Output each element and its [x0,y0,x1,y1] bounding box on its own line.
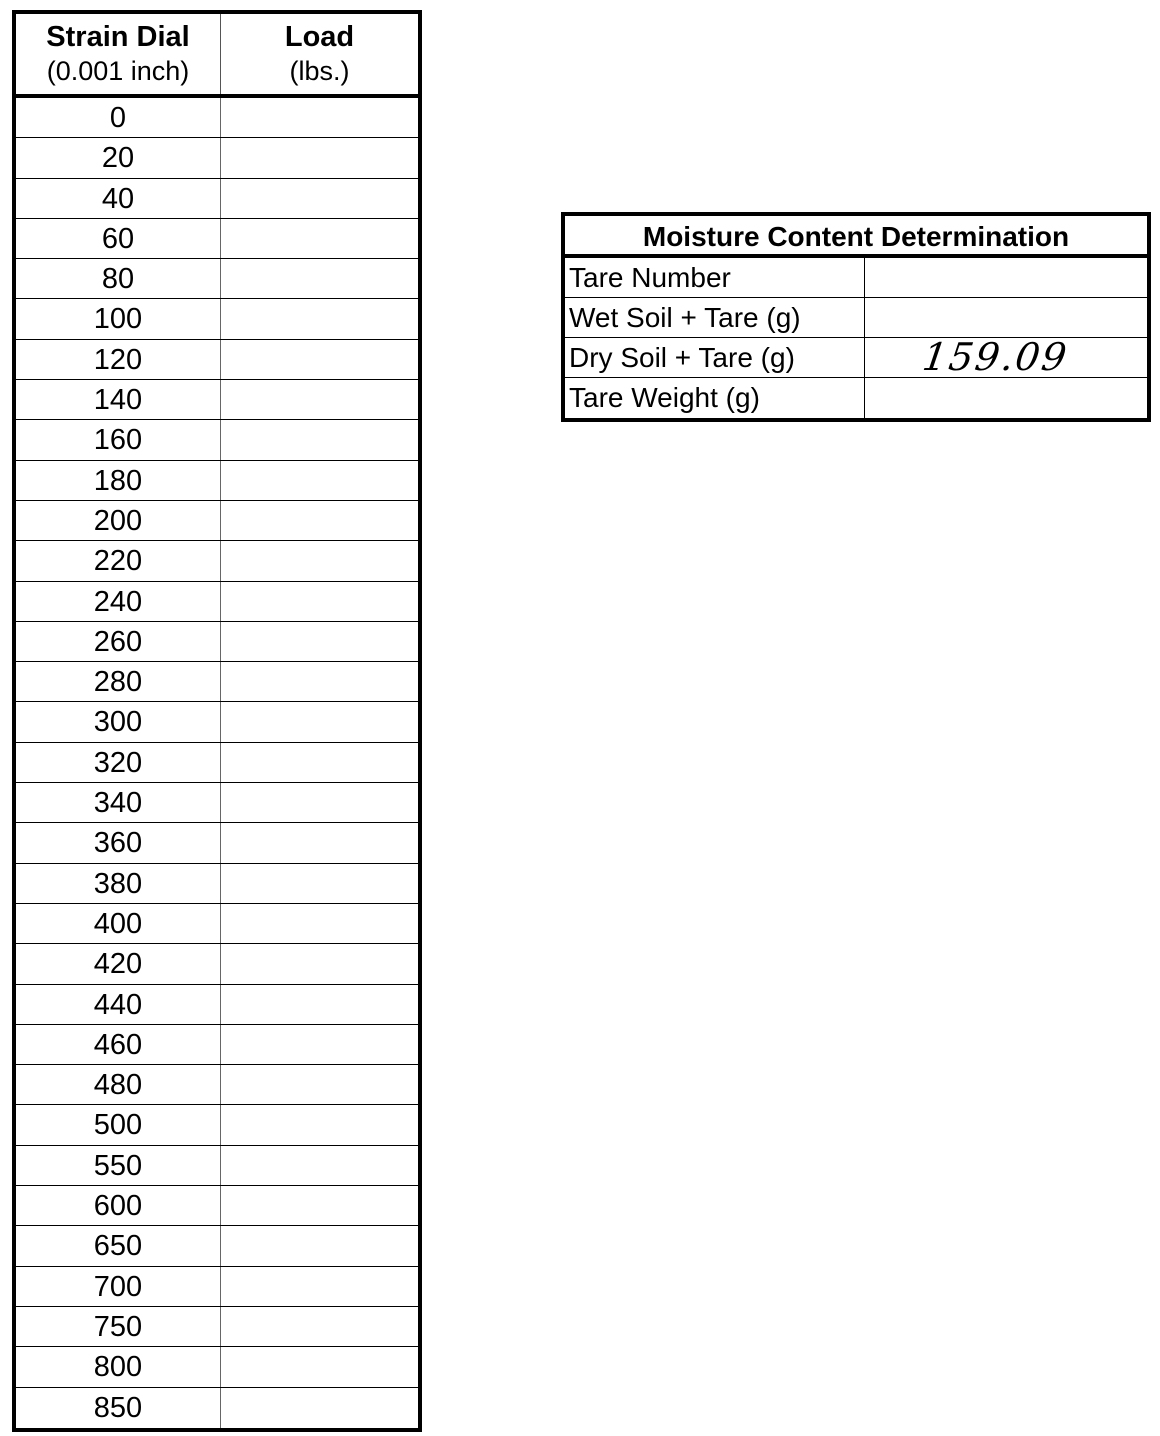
load-cell [221,340,418,379]
moisture-table-body [565,258,1147,418]
load-cell [221,461,418,500]
moisture-value-cell [865,258,1147,297]
strain-dial-cell: 420 [16,944,221,983]
moisture-content-table [561,212,1151,422]
load-cell [221,1146,418,1185]
table-row [16,461,418,501]
table-row [16,1307,418,1347]
strain-dial-cell: 20 [16,138,221,177]
strain-dial-cell: 160 [16,420,221,459]
strain-dial-cell: 60 [16,219,221,258]
table-row [16,1186,418,1226]
strain-dial-cell: 360 [16,823,221,862]
moisture-table-title: Moisture Content Determination [565,216,1147,258]
strain-dial-header-title: Strain Dial [46,21,190,53]
strain-dial-cell: 140 [16,380,221,419]
table-row [16,904,418,944]
table-row [16,420,418,460]
table-row [16,219,418,259]
table-row [565,258,1147,298]
table-row [16,1226,418,1266]
table-row [16,864,418,904]
load-header-unit: (lbs.) [289,56,350,86]
strain-dial-cell: 200 [16,501,221,540]
table-row [16,702,418,742]
load-cell [221,662,418,701]
load-header [221,14,418,94]
strain-dial-cell: 80 [16,259,221,298]
load-cell [221,1065,418,1104]
load-cell [221,219,418,258]
load-cell [221,259,418,298]
load-cell [221,622,418,661]
table-row [16,1267,418,1307]
table-row [16,743,418,783]
moisture-label-cell: Tare Number [565,258,865,297]
load-cell [221,864,418,903]
table-row [16,823,418,863]
strain-dial-cell: 240 [16,582,221,621]
load-cell [221,1186,418,1225]
table-row [16,501,418,541]
strain-dial-header [16,14,221,94]
load-cell [221,702,418,741]
table-row [16,783,418,823]
moisture-label-cell: Wet Soil + Tare (g) [565,298,865,337]
load-cell [221,783,418,822]
handwritten-value: 159.09 [919,335,1072,379]
strain-dial-cell: 500 [16,1105,221,1144]
moisture-value-cell [865,335,1147,379]
table-row [16,541,418,581]
table-row [16,299,418,339]
load-header-title: Load [284,21,355,53]
strain-dial-cell: 650 [16,1226,221,1265]
table-row [16,662,418,702]
strain-table-body [16,98,418,1428]
load-cell [221,743,418,782]
table-row [16,1105,418,1145]
moisture-label-cell: Dry Soil + Tare (g) [565,338,865,377]
load-cell [221,420,418,459]
strain-dial-cell: 180 [16,461,221,500]
table-row [565,335,1147,379]
table-row [16,98,418,138]
table-row [16,944,418,984]
table-row [565,298,1147,338]
moisture-label-cell: Tare Weight (g) [565,378,865,418]
table-row [16,259,418,299]
moisture-value-cell [865,298,1147,337]
strain-dial-cell: 850 [16,1388,221,1428]
table-row [16,179,418,219]
strain-dial-cell: 0 [16,98,221,137]
load-cell [221,138,418,177]
load-cell [221,1307,418,1346]
strain-dial-cell: 300 [16,702,221,741]
table-row [16,1065,418,1105]
load-cell [221,299,418,338]
strain-dial-cell: 800 [16,1347,221,1386]
strain-dial-cell: 440 [16,985,221,1024]
strain-dial-cell: 550 [16,1146,221,1185]
strain-load-table [12,10,422,1432]
strain-dial-cell: 320 [16,743,221,782]
strain-dial-cell: 750 [16,1307,221,1346]
table-row [16,1025,418,1065]
table-row [16,622,418,662]
table-row [16,380,418,420]
strain-table-header [16,14,418,98]
load-cell [221,944,418,983]
table-row [16,1146,418,1186]
table-row [16,582,418,622]
table-row [16,1347,418,1387]
strain-dial-cell: 100 [16,299,221,338]
table-row [565,378,1147,418]
load-cell [221,1025,418,1064]
table-row [16,340,418,380]
strain-dial-cell: 700 [16,1267,221,1306]
strain-dial-cell: 260 [16,622,221,661]
strain-dial-cell: 400 [16,904,221,943]
load-cell [221,380,418,419]
load-cell [221,985,418,1024]
load-cell [221,582,418,621]
strain-dial-header-unit: (0.001 inch) [46,56,190,86]
load-cell [221,823,418,862]
strain-dial-cell: 380 [16,864,221,903]
strain-dial-cell: 480 [16,1065,221,1104]
load-cell [221,501,418,540]
load-cell [221,179,418,218]
table-row [16,138,418,178]
moisture-value-cell [865,378,1147,418]
strain-dial-cell: 220 [16,541,221,580]
strain-dial-cell: 120 [16,340,221,379]
strain-dial-cell: 280 [16,662,221,701]
table-row [16,985,418,1025]
load-cell [221,541,418,580]
strain-dial-cell: 600 [16,1186,221,1225]
strain-dial-cell: 40 [16,179,221,218]
load-cell [221,1226,418,1265]
load-cell [221,98,418,137]
load-cell [221,904,418,943]
load-cell [221,1105,418,1144]
load-cell [221,1347,418,1386]
load-cell [221,1267,418,1306]
table-row [16,1388,418,1428]
strain-dial-cell: 460 [16,1025,221,1064]
strain-dial-cell: 340 [16,783,221,822]
load-cell [221,1388,418,1428]
